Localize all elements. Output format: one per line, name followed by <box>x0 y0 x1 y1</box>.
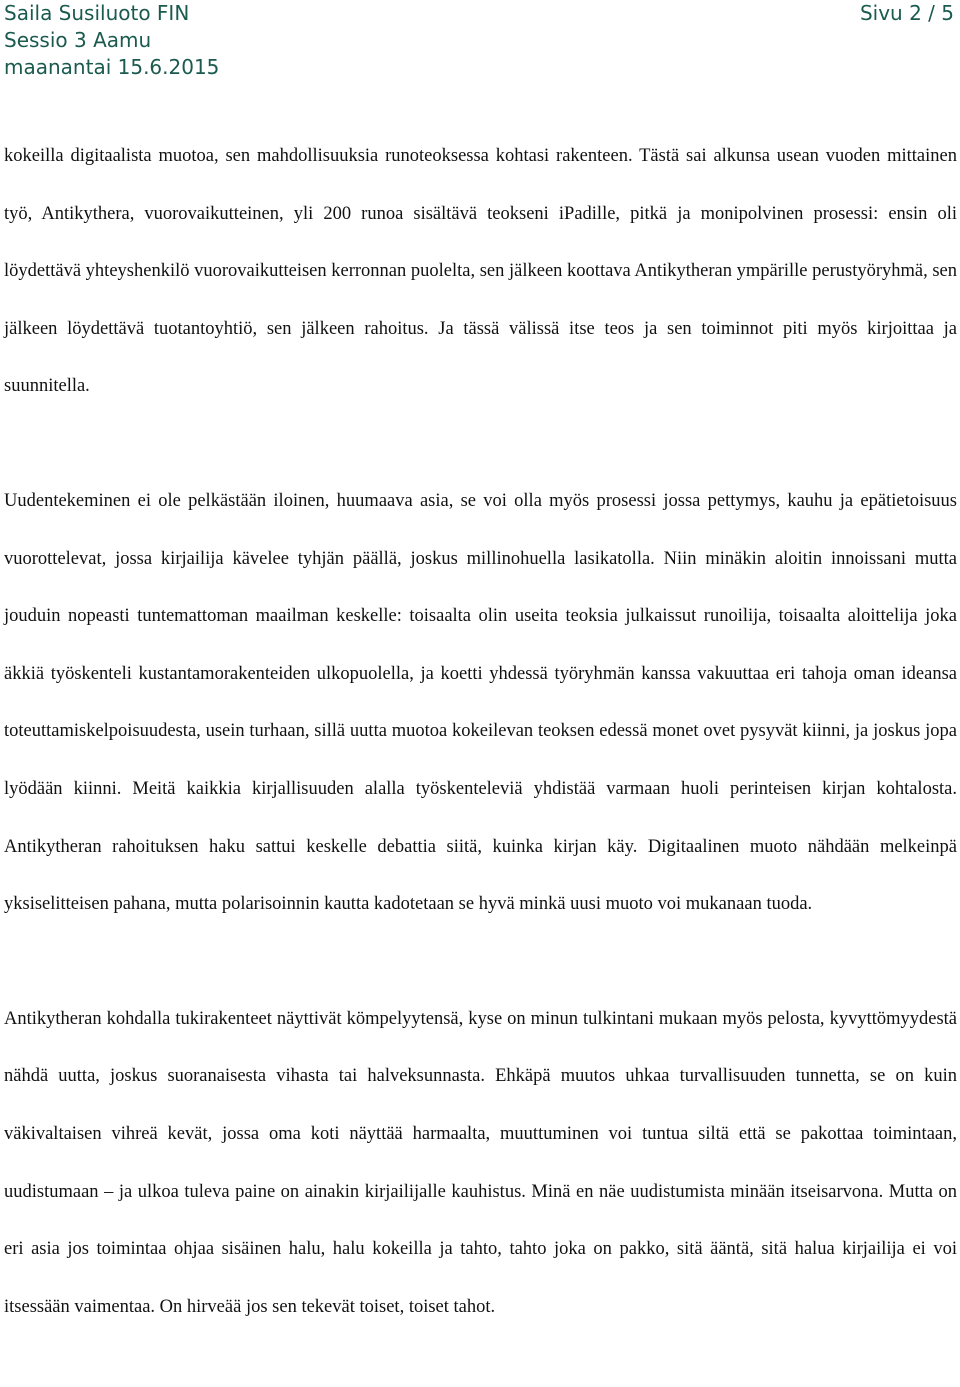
paragraph-2: Uudentekeminen ei ole pelkästään iloinen, huumaava asia, se voi olla myös prosessi jossa pettymys, kauhu ja epätietoisuus vuorottelevat, jossa kirjailija kävelee tyhjän päällä, joskus millinohuella lasikatolla. Niin minäkin aloitin innoissani mutta jouduin nopeasti tuntemattoman maailman keskelle: toisaalta olin useita teoksia julkaissut runoilija, toisaalta aloittelija joka äkkiä työskenteli kustantamorakenteiden ulkopuolella, ja koetti yhdessä työryhmän kanssa vakuuttaa eri tahoja oman ideansa toteuttamiskelpoisuudesta, usein turhaan, sillä uutta muotoa kokeilevan teoksen edessä monet ovet pysyvät kiinni, ja joskus jopa lyödään kiinni. Meitä kaikkia kirjallisuuden alalla työskenteleviä yhdistää varmaan huoli perinteisen kirjan kohtalosta. Antikytheran rahoituksen haku sattui keskelle debattia siitä, kuinka kirjan käy. Digitaalinen muoto nähdään melkeinpä yksiselitteisen pahana, mutta polarisoinnin kautta kadotetaan se hyvä minkä uusi muoto voi mukanaan tuoda. <box>4 490 957 915</box>
paragraph-1: kokeilla digitaalista muotoa, sen mahdollisuuksia runoteoksessa kohtasi rakenteen. Tästä sai alkunsa usean vuoden mittainen työ, Antikythera, vuorovaikutteinen, yli 200 runoa sisältävä teokseni iPadille, pitkä ja monipolvinen prosessi: ensin oli löydettävä yhteyshenkilö vuorovaikutteisen kerronnan puolelta, sen jälkeen koottava Antikytheran ympärille perustyöryhmä, sen jälkeen löydettävä tuotantoyhtiö, sen jälkeen rahoitus. Ja tässä välissä itse teos ja sen toiminnot piti myös kirjoittaa ja suunnitella. <box>4 146 958 397</box>
author-label: Saila Susiluoto FIN <box>4 1 190 25</box>
page-number: Sivu 2 / 5 <box>859 1 954 25</box>
date-label: maanantai 15.6.2015 <box>4 55 220 79</box>
header-top-row <box>4 0 954 27</box>
document-body <box>4 128 957 1336</box>
page-header <box>4 0 954 81</box>
session-label: Sessio 3 Aamu <box>4 28 152 52</box>
paragraph-3: Antikytheran kohdalla tukirakenteet näyttivät kömpelyytensä, kyse on minun tulkintani mukaan myös pelosta, kyvyttömyydestä nähdä uutta, joskus suoranaisesta vihasta tai halveksunnasta. Ehkäpä muutos uhkaa turvallisuuden tunnetta, se on kuin väkivaltaisen vihreä kevät, jossa oma koti näyttää harmaalta, muuttuminen voi tuntua siltä että se pakottaa toimintaan, uudistumaan – ja ulkoa tuleva paine on ainakin kirjailijalle kauhistus. Minä en näe uudistumista minään itseisarvona. Mutta on eri asia jos toimintaa ohjaa sisäinen halu, halu kokeilla ja tahto, tahto joka on pakko, sitä ääntä, sitä halua kirjailija ei voi itsessään vaimentaa. On hirveää jos sen tekevät toiset, toiset tahot. <box>4 1008 957 1317</box>
